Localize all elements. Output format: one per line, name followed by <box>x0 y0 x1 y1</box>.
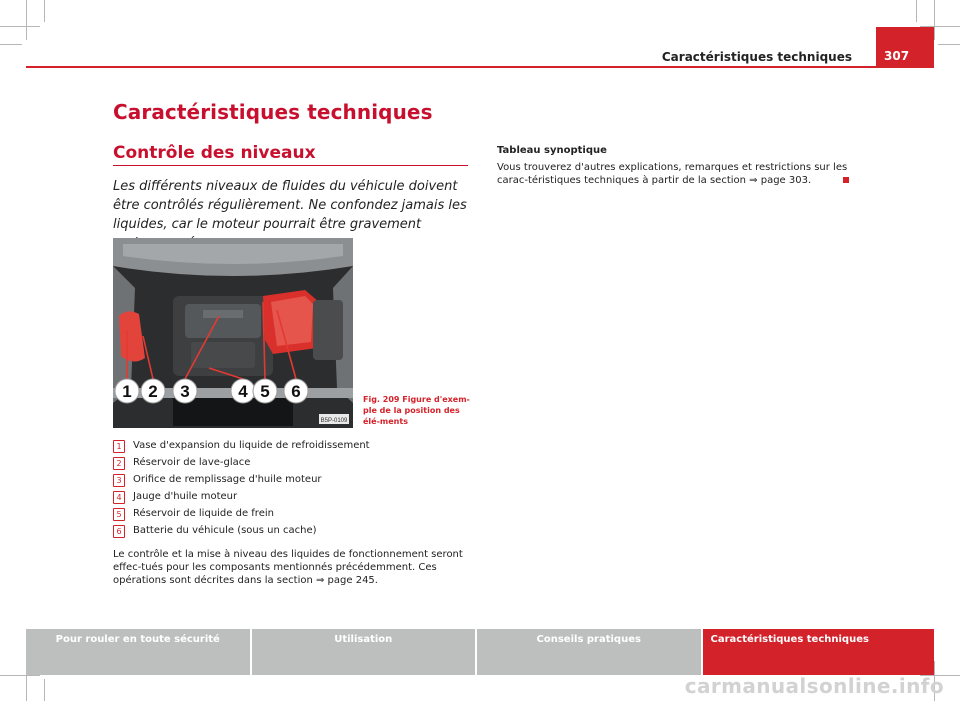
callout-label: 1 <box>122 382 132 401</box>
chapter-title: Caractéristiques techniques <box>113 100 433 124</box>
right-paragraph: Vous trouverez d'autres explications, remarques et restrictions sur les carac-téristiques techniques à partir de la section ⇒ page 303. <box>497 162 848 186</box>
legend-item <box>113 457 473 474</box>
end-of-section-marker <box>843 177 849 183</box>
legend-item <box>113 474 473 491</box>
running-title: Caractéristiques techniques <box>661 50 852 64</box>
legend-text: Réservoir de liquide de frein <box>133 508 274 519</box>
crop-mark <box>44 679 45 701</box>
figure-code: B5P-0109 <box>320 418 348 424</box>
legend-item <box>113 508 473 525</box>
crop-mark <box>0 26 40 27</box>
right-heading: Tableau synoptique <box>497 145 607 156</box>
page-number: 307 <box>876 27 934 68</box>
footer-tab-utilisation[interactable]: Utilisation <box>252 629 478 675</box>
legend-text: Jauge d'huile moteur <box>133 491 238 502</box>
legend-item <box>113 525 473 542</box>
engine-bay-figure <box>113 238 353 428</box>
legend-text: Vase d'expansion du liquide de refroidissement <box>133 440 370 451</box>
callout-label: 2 <box>148 382 158 401</box>
callout-label: 3 <box>180 382 190 401</box>
section-title: Contrôle des niveaux <box>113 143 316 163</box>
engine-bay-illustration <box>113 238 353 428</box>
legend-number: 2 <box>113 457 125 470</box>
legend-number: 1 <box>113 440 125 453</box>
legend-number: 5 <box>113 508 125 521</box>
intro-text: Les différents niveaux de fluides du véhicule doivent être contrôlés régulièrement. Ne confondez jamais les liquides, car le moteur pourrait être gravement <box>113 179 467 232</box>
footer-tab-caracteristiques[interactable]: Caractéristiques techniques <box>703 629 935 675</box>
section-rule <box>113 165 468 166</box>
crop-mark <box>0 675 40 676</box>
callout-legend <box>113 440 473 542</box>
legend-number: 3 <box>113 474 125 487</box>
legend-number: 4 <box>113 491 125 504</box>
crop-mark <box>938 44 960 45</box>
crop-mark <box>26 0 27 40</box>
watermark: carmanualsonline.info <box>684 674 944 698</box>
body-paragraph: Le contrôle et la mise à niveau des liquides de fonctionnement seront effec-tués pour les composants mentionnés précédemment. Ces opérations sont décrites dans la section ⇒ page 245. <box>113 549 463 586</box>
legend-text: Batterie du véhicule (sous un cache) <box>133 525 317 536</box>
crop-mark <box>934 0 935 40</box>
crop-mark <box>0 44 22 45</box>
figure-caption: Fig. 209 Figure d'exem-ple de la position des élé-ments <box>363 395 470 426</box>
legend-text: Réservoir de lave-glace <box>133 457 251 468</box>
legend-number: 6 <box>113 525 125 538</box>
legend-item <box>113 440 473 457</box>
callout-label: 4 <box>238 382 248 401</box>
legend-item <box>113 491 473 508</box>
footer-nav <box>26 629 934 675</box>
footer-tab-securite[interactable]: Pour rouler en toute sécurité <box>26 629 252 675</box>
crop-mark <box>44 0 45 22</box>
callout-label: 5 <box>260 382 270 401</box>
callout-label: 6 <box>291 382 301 401</box>
legend-text: Orifice de remplissage d'huile moteur <box>133 474 322 485</box>
crop-mark <box>916 0 917 22</box>
header-rule <box>26 66 934 68</box>
footer-tab-conseils[interactable]: Conseils pratiques <box>477 629 703 675</box>
